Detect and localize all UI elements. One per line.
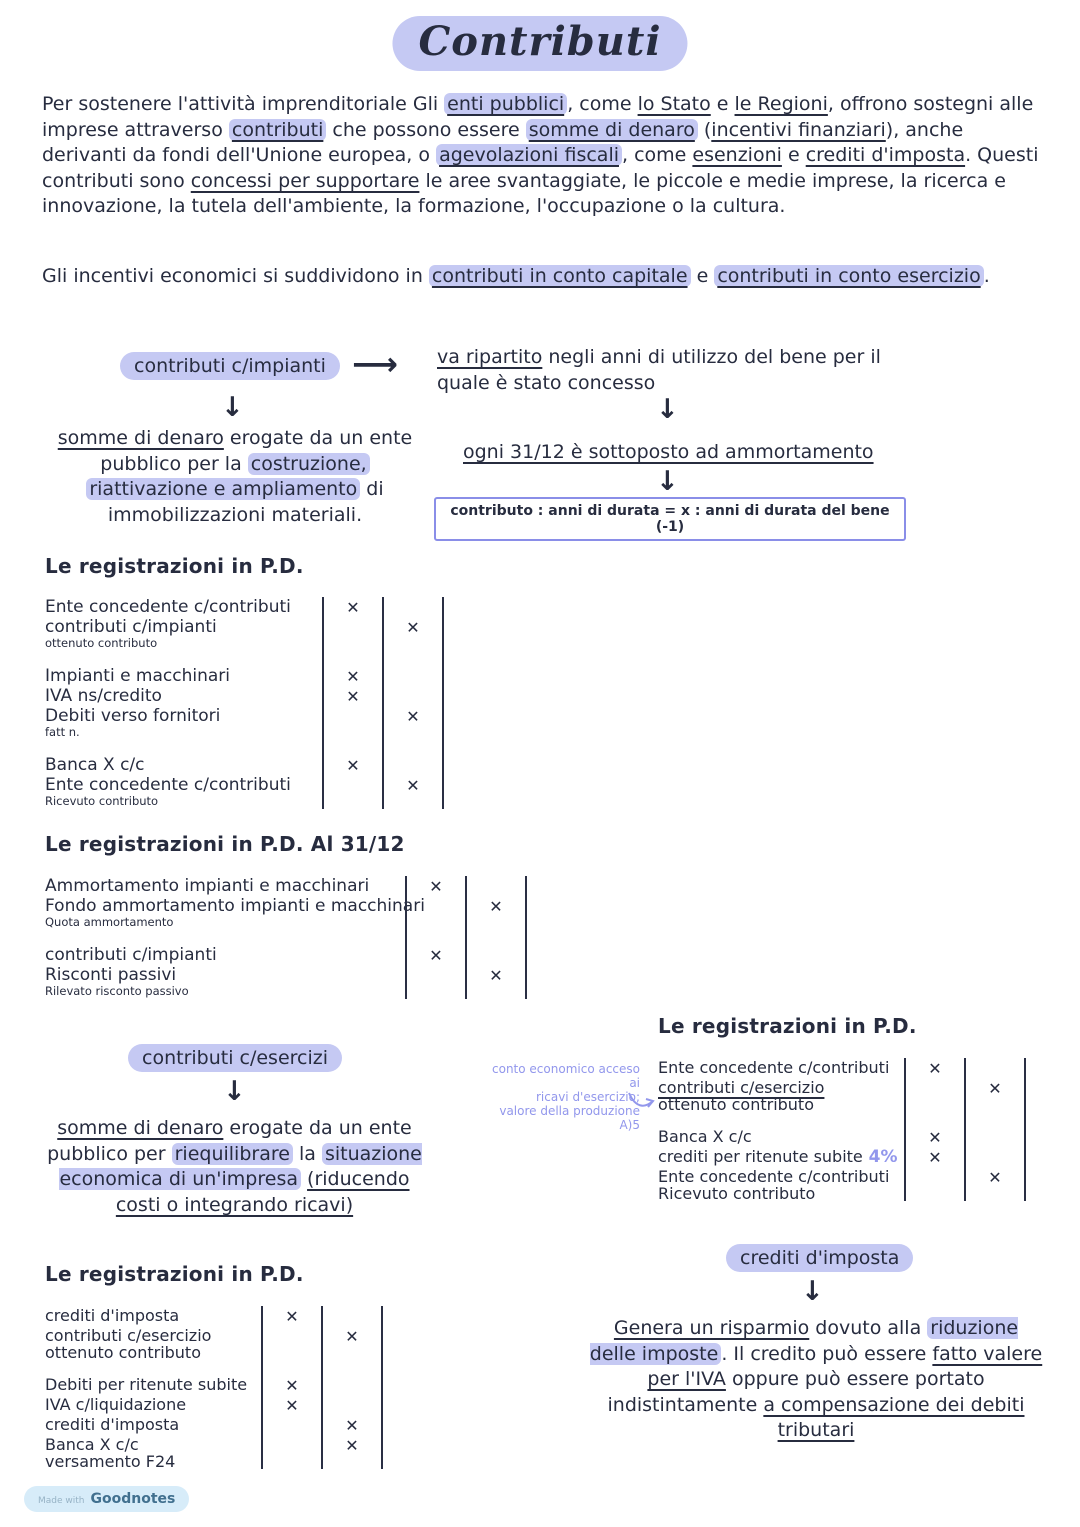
credit-mark [384, 637, 444, 651]
text-segment: Risconti passivi [45, 964, 177, 985]
text-segment: ogni 31/12 è sottoposto ad ammortamento [463, 441, 874, 463]
text-segment: , offrono sostegni alle imprese attraverso [42, 93, 1034, 141]
account-label [45, 1377, 261, 1393]
debit-mark [405, 985, 467, 999]
ledger-row [45, 965, 527, 985]
text-segment: IVA c/liquidazione [45, 1395, 187, 1414]
ledger-row [45, 876, 527, 896]
account-label [45, 1397, 261, 1413]
debit-mark: ✕ [322, 597, 384, 617]
credit-mark: ✕ [384, 775, 444, 795]
ledger-row [45, 775, 444, 795]
ledger-row [45, 637, 444, 651]
debit-mark: ✕ [904, 1058, 966, 1078]
text-segment: Banca X c/c [45, 1435, 139, 1454]
text-segment: (riducendo costi o integrando ricavi) [115, 1168, 410, 1216]
debit-mark [261, 1346, 323, 1360]
account-label [45, 705, 322, 726]
text-segment: Per sostenere l'attività imprenditoriale Gli [42, 93, 445, 115]
conto-economico-note [486, 1062, 640, 1132]
text-segment: riduzione delle imposte [589, 1317, 1019, 1365]
text-segment: erogate da un ente pubblico per la [100, 427, 413, 475]
text-segment: a compensazione dei debiti tributari [763, 1393, 1025, 1441]
account-label [45, 895, 425, 916]
ledger-row [45, 597, 444, 617]
ledger-spacer [45, 930, 527, 945]
text-segment: somme di denaro [57, 1117, 224, 1139]
text-segment: costruzione, [248, 453, 370, 475]
text-segment: incentivi finanziari [711, 118, 886, 141]
text-segment: Ricevuto contributo [45, 794, 159, 809]
account-label [658, 1129, 904, 1145]
ledger-pd-imposta [45, 1306, 383, 1469]
text-segment: crediti per ritenute subite [658, 1146, 863, 1166]
account-label [45, 1345, 261, 1361]
arrow-right-icon: ⟶ [352, 345, 398, 383]
rate-accent: 4% [862, 1146, 898, 1167]
text-segment: Ammortamento impianti e macchinari [45, 875, 370, 896]
debit-mark [322, 775, 384, 795]
account-label [658, 1169, 904, 1185]
debit-mark [405, 896, 467, 916]
credit-mark [384, 597, 444, 617]
account-label [45, 1417, 261, 1433]
text-segment: Ente concedente c/contributi [45, 596, 291, 617]
credit-mark [323, 1395, 383, 1415]
text-segment: le Regioni [734, 93, 828, 115]
text-segment: che possono essere [326, 118, 526, 141]
formula-box: contributo : anni di durata = x : anni di durata del bene (-1) [434, 497, 906, 541]
goodnotes-brand: Goodnotes [90, 1491, 176, 1507]
text-segment: , come [567, 93, 638, 115]
text-segment: Ente concedente c/contributi [658, 1058, 890, 1077]
account-label [658, 1146, 904, 1167]
ledger-row [45, 795, 444, 809]
ledger-row [45, 1395, 383, 1415]
account-label [45, 774, 322, 795]
debit-mark: ✕ [904, 1147, 966, 1167]
account-label [658, 1060, 904, 1076]
debit-mark [322, 795, 384, 809]
imposta-definition [588, 1316, 1044, 1444]
credit-mark [384, 795, 444, 809]
text-segment: contributi c/impianti [45, 616, 217, 637]
debit-mark [261, 1435, 323, 1455]
text-segment: fatt n. [45, 725, 80, 740]
credit-mark [467, 985, 527, 999]
credit-mark: ✕ [467, 965, 527, 985]
text-segment: Ente concedente c/contributi [45, 774, 291, 795]
text-segment: ottenuto contributo [45, 636, 158, 651]
text-segment: ( [697, 118, 712, 141]
text-segment: contributi [229, 119, 326, 141]
ledger-row [45, 1343, 383, 1362]
account-label [45, 727, 322, 739]
note-line: valore della produzione A)5 [499, 1104, 640, 1132]
ledger-row [45, 755, 444, 775]
ripartizione-text [437, 345, 915, 396]
text-segment: Debiti verso fornitori [45, 705, 221, 726]
text-segment: concessi per supportare [190, 169, 420, 192]
credit-mark: ✕ [966, 1078, 1026, 1098]
text-segment: crediti d'imposta [805, 144, 966, 166]
text-segment: situazione economica di un'impresa [59, 1142, 422, 1190]
text-segment: contributi c/esercizio [45, 1326, 212, 1345]
account-label [45, 1308, 261, 1324]
debit-mark [904, 1098, 966, 1112]
debit-mark: ✕ [405, 945, 467, 965]
esercizi-definition [42, 1116, 427, 1218]
note-line: conto economico acceso ai [492, 1062, 640, 1090]
debit-mark: ✕ [261, 1395, 323, 1415]
ledger-spacer [45, 651, 444, 666]
text-segment: oppure può essere portato indistintamente [607, 1368, 985, 1416]
debit-mark [322, 617, 384, 637]
account-label [45, 685, 322, 706]
ledger-row [45, 617, 444, 637]
account-label [45, 1437, 261, 1453]
credit-mark: ✕ [323, 1435, 383, 1455]
ledger-spacer [45, 1360, 383, 1375]
debit-mark [904, 1187, 966, 1201]
ledger-row [45, 1452, 383, 1471]
ledger-row [45, 1306, 383, 1326]
credit-mark [384, 666, 444, 686]
debit-mark [261, 1415, 323, 1435]
ledger-pd-3112 [45, 876, 527, 999]
credit-mark [323, 1346, 383, 1360]
heading-registrazioni-pd-3112: Le registrazioni in P.D. Al 31/12 [45, 832, 405, 856]
text-segment: fatto valere per l'IVA [647, 1342, 1043, 1390]
credit-mark: ✕ [467, 896, 527, 916]
debit-mark: ✕ [322, 666, 384, 686]
debit-mark [405, 965, 467, 985]
text-segment: contributi in conto capitale [429, 265, 691, 287]
credit-mark [966, 1187, 1026, 1201]
debit-mark [261, 1455, 323, 1469]
text-segment: erogate da un ente pubblico per [47, 1117, 412, 1165]
ledger-row [45, 896, 527, 916]
text-segment: Banca X c/c [658, 1127, 752, 1146]
account-label [45, 1328, 261, 1344]
text-segment: Debiti per ritenute subite [45, 1375, 248, 1394]
credit-mark: ✕ [384, 706, 444, 726]
heading-registrazioni-pd-imposta: Le registrazioni in P.D. [45, 1262, 304, 1286]
credit-mark [966, 1058, 1026, 1078]
account-label [45, 796, 322, 808]
page-title: Contributi [392, 16, 687, 71]
heading-registrazioni-pd-esercizio: Le registrazioni in P.D. [658, 1014, 917, 1038]
account-label [45, 638, 322, 650]
account-label [45, 665, 322, 686]
credit-mark [384, 686, 444, 706]
text-segment: agevolazioni fiscali [436, 144, 622, 166]
credit-mark [966, 1098, 1026, 1112]
text-segment: somme di denaro [526, 119, 698, 141]
credit-mark [323, 1375, 383, 1395]
account-label [658, 1186, 904, 1202]
ledger-row [658, 1095, 1026, 1114]
debit-mark [322, 637, 384, 651]
text-segment: contributi c/impianti [45, 944, 217, 965]
text-segment: Impianti e macchinari [45, 665, 231, 686]
ledger-row [658, 1058, 1026, 1078]
text-segment: e [781, 144, 806, 166]
text-segment: Ente concedente c/contributi [658, 1167, 890, 1186]
text-segment: riattivazione e ampliamento [86, 478, 360, 500]
text-segment: di immobilizzazioni materiali. [107, 478, 384, 526]
ledger-row [45, 686, 444, 706]
debit-mark [405, 916, 467, 930]
account-label [45, 754, 322, 775]
text-segment: Banca X c/c [45, 754, 145, 775]
text-segment: Quota ammortamento [45, 915, 174, 930]
account-label [658, 1080, 904, 1096]
ledger-pd-esercizio [658, 1058, 1026, 1201]
curved-arrow-icon [627, 1090, 657, 1112]
ledger-row [45, 916, 527, 930]
account-label [45, 596, 322, 617]
note-line: ricavi d'esercizio; [535, 1090, 640, 1104]
heading-registrazioni-pd: Le registrazioni in P.D. [45, 554, 304, 578]
debit-mark: ✕ [322, 755, 384, 775]
credit-mark [966, 1127, 1026, 1147]
text-segment: Gli incentivi economici si suddividono in [42, 265, 429, 287]
text-segment: esenzioni [692, 144, 782, 166]
text-segment: e [690, 265, 715, 287]
arrow-down-icon: ↓ [221, 392, 244, 423]
text-segment: contributi in conto esercizio [714, 265, 983, 287]
text-segment: crediti d'imposta [45, 1306, 180, 1325]
credit-mark: ✕ [966, 1167, 1026, 1187]
ledger-row [45, 666, 444, 686]
text-segment: ottenuto contributo [45, 1343, 201, 1362]
debit-mark [261, 1326, 323, 1346]
text-segment: enti pubblici [444, 93, 567, 115]
debit-mark: ✕ [261, 1375, 323, 1395]
account-label [45, 986, 405, 998]
ledger-row [658, 1127, 1026, 1147]
goodnotes-badge [24, 1486, 189, 1512]
debit-mark [904, 1078, 966, 1098]
credit-mark [467, 916, 527, 930]
text-segment: Fondo ammortamento impianti e macchinari [45, 895, 425, 916]
text-segment: lo Stato [637, 93, 711, 115]
debit-mark [322, 706, 384, 726]
debit-mark: ✕ [904, 1127, 966, 1147]
credit-mark [467, 945, 527, 965]
text-segment: . [983, 265, 990, 287]
ledger-pd-impianti [45, 597, 444, 809]
account-label [45, 616, 322, 637]
credit-mark [384, 755, 444, 775]
ledger-row [45, 1375, 383, 1395]
arrow-down-icon: ↓ [656, 466, 679, 497]
account-label [45, 964, 405, 985]
ledger-row [45, 706, 444, 726]
made-with-label: Made with [38, 1496, 85, 1506]
ledger-row [658, 1184, 1026, 1203]
credit-mark: ✕ [384, 617, 444, 637]
label-contributi-esercizi: contributi c/esercizi [128, 1044, 342, 1072]
arrow-down-icon: ↓ [656, 394, 679, 425]
text-segment: crediti d'imposta [45, 1415, 180, 1434]
text-segment: contributi c/esercizio [658, 1078, 825, 1097]
account-label [45, 944, 405, 965]
classification-paragraph [42, 264, 1044, 290]
credit-mark: ✕ [323, 1326, 383, 1346]
label-crediti-imposta: crediti d'imposta [726, 1244, 913, 1272]
credit-mark [323, 1455, 383, 1469]
text-segment: riequilibrare [172, 1143, 293, 1165]
ledger-spacer [658, 1112, 1026, 1127]
text-segment: versamento F24 [45, 1452, 176, 1471]
credit-mark [966, 1147, 1026, 1167]
credit-mark: ✕ [323, 1415, 383, 1435]
text-segment: e [710, 93, 735, 115]
debit-mark [904, 1167, 966, 1187]
account-label [45, 1454, 261, 1470]
text-segment: la [292, 1142, 322, 1165]
text-segment: . Il credito può essere [721, 1342, 933, 1365]
debit-mark [322, 726, 384, 740]
credit-mark [467, 876, 527, 896]
account-label [658, 1097, 904, 1113]
credit-mark [384, 726, 444, 740]
text-segment: negli anni di utilizzo del bene per il quale è stato concesso [437, 346, 881, 394]
text-segment: somme di denaro [57, 427, 224, 449]
ledger-row [45, 726, 444, 740]
text-segment: Ricevuto contributo [658, 1184, 816, 1203]
text-segment: le aree svantaggiate, le piccole e medie imprese, la ricerca e innovazione, la tutela dell'ambiente, la formazione, l'occupazione o la cultura. [42, 169, 1006, 217]
text-segment: Genera un risparmio [613, 1317, 810, 1339]
ledger-row [658, 1147, 1026, 1167]
account-label [45, 917, 405, 929]
text-segment: IVA ns/credito [45, 685, 162, 706]
account-label [45, 875, 405, 896]
ledger-row [45, 945, 527, 965]
debit-mark: ✕ [261, 1306, 323, 1326]
text-segment: , come [622, 144, 693, 166]
label-contributi-impianti: contributi c/impianti [120, 352, 340, 380]
intro-paragraph [42, 92, 1044, 220]
text-segment: Rilevato risconto passivo [45, 984, 189, 999]
ledger-spacer [45, 740, 444, 755]
debit-mark: ✕ [405, 876, 467, 896]
credit-mark [323, 1306, 383, 1326]
ledger-row [45, 985, 527, 999]
arrow-down-icon: ↓ [223, 1076, 246, 1107]
text-segment: ottenuto contributo [658, 1095, 814, 1114]
text-segment: va ripartito [437, 346, 543, 368]
text-segment: dovuto alla [809, 1317, 928, 1339]
text-segment: . Questi contributi sono [42, 144, 1039, 192]
ammortamento-text [463, 440, 874, 466]
impianti-definition [45, 426, 425, 528]
arrow-down-icon: ↓ [801, 1276, 824, 1307]
text-segment: ), anche derivanti da fondi dell'Unione europea, o [42, 118, 964, 166]
ledger-row [45, 1415, 383, 1435]
debit-mark: ✕ [322, 686, 384, 706]
